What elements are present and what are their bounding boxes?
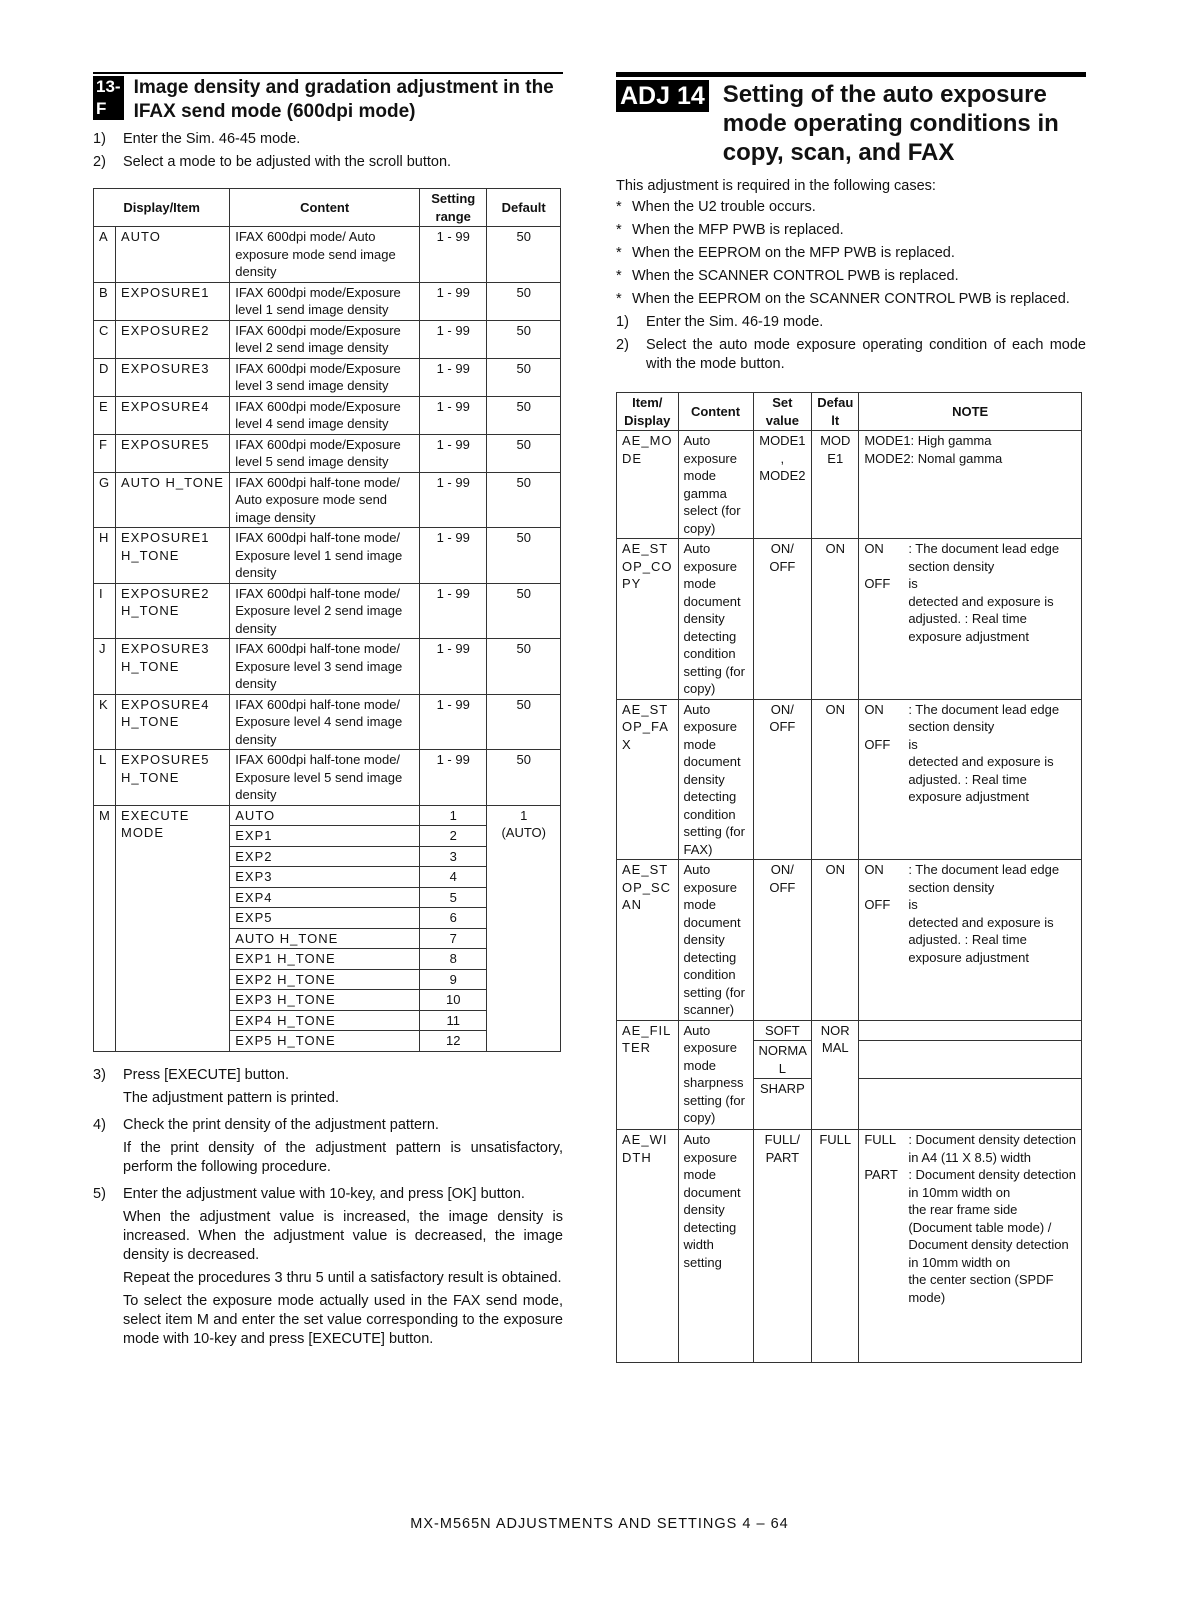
option-content: EXP5 [230, 908, 420, 929]
row-default: 50 [487, 750, 561, 806]
row-range: 1 - 99 [420, 434, 487, 472]
header-content: Content [678, 393, 753, 431]
row-default: MOD E1 [812, 431, 859, 539]
note-value: : The document lead edge section density [908, 701, 1060, 734]
section-tag: 13-F [93, 76, 124, 120]
note-value: is [908, 736, 918, 752]
row-range: 1 - 99 [420, 320, 487, 358]
case-item [616, 267, 1086, 286]
header-set-value: Set value [753, 393, 812, 431]
step-item [93, 1066, 563, 1112]
row-item: EXPOSURE5 [115, 434, 229, 472]
header-setting-range: Setting range [420, 189, 487, 227]
step-number: 1) [616, 314, 629, 330]
row-letter: J [94, 639, 116, 695]
row-letter: D [94, 358, 116, 396]
case-item [616, 244, 1086, 263]
option-value: 6 [420, 908, 487, 929]
note-value: : The document lead edge section density [908, 862, 1060, 895]
note-grid [864, 701, 1076, 806]
row-note [859, 860, 1082, 1021]
bullet: * [616, 199, 622, 215]
table-row [94, 694, 561, 750]
note-value: : Document density detection in A4 (11 X 8.5) width [908, 1132, 1076, 1165]
step-number: 2) [616, 337, 629, 353]
row-letter: G [94, 472, 116, 528]
note-key: PART [864, 1167, 898, 1182]
row-default: 50 [487, 227, 561, 283]
step-paragraph: To select the exposure mode actually used in the FAX send mode, select item M and enter the set value corresponding to the exposure mode with 10-key and press [EXECUTE] button. [123, 1292, 563, 1347]
note-value: detected and exposure is adjusted. : Real time exposure adjustment [908, 593, 1054, 644]
option-value: 12 [420, 1031, 487, 1052]
option-content: EXP2 [230, 846, 420, 867]
case-item [616, 290, 1086, 309]
step-paragraph: When the adjustment value is increased, the image density is increased. When the adjustment value is decreased, the image density is decreased. [123, 1208, 563, 1263]
option-content: AUTO [230, 805, 420, 826]
note-value: : The document lead edge section density [908, 541, 1060, 574]
table-row [617, 699, 1082, 860]
table-row [617, 1130, 1082, 1363]
step-item [616, 336, 1086, 374]
case-item [616, 198, 1086, 217]
step-number: 3) [93, 1066, 106, 1083]
table-row [94, 528, 561, 584]
step-item [93, 1116, 563, 1181]
step-paragraph: The adjustment pattern is printed. [123, 1089, 340, 1106]
table-row [94, 282, 561, 320]
table-row [94, 320, 561, 358]
row-content: IFAX 600dpi mode/Exposure level 5 send image density [230, 434, 420, 472]
case-list [616, 198, 1086, 309]
row-range: 1 - 99 [420, 282, 487, 320]
row-content: IFAX 600dpi half-tone mode/ Auto exposure mode send image density [230, 472, 420, 528]
case-text: When the SCANNER CONTROL PWB is replaced. [632, 268, 959, 284]
row-range: 1 - 99 [420, 583, 487, 639]
row-default: 1 (AUTO) [487, 805, 561, 1051]
row-default: ON [812, 699, 859, 860]
step-paragraph: If the print density of the adjustment pattern is unsatisfactory, perform the following procedure. [123, 1139, 563, 1175]
table-row [94, 639, 561, 695]
row-note [859, 699, 1082, 860]
header-default: Defau lt [812, 393, 859, 431]
option-value: 10 [420, 990, 487, 1011]
row-note [859, 539, 1082, 700]
ifax-adjustment-table [93, 188, 561, 1052]
table-row [94, 472, 561, 528]
row-range: 1 - 99 [420, 750, 487, 806]
row-item: EXPOSURE2 [115, 320, 229, 358]
note-key: OFF [864, 736, 891, 752]
option-content: EXP4 [230, 887, 420, 908]
row-item: EXPOSURE3 H_TONE [115, 639, 229, 695]
row-set-value: ON/ OFF [753, 699, 812, 860]
header-default: Default [487, 189, 561, 227]
row-content: IFAX 600dpi mode/Exposure level 4 send image density [230, 396, 420, 434]
row-item: EXPOSURE1 [115, 282, 229, 320]
step-number: 1) [93, 131, 106, 147]
row-default: 50 [487, 694, 561, 750]
step-text: Enter the Sim. 46-45 mode. [123, 131, 301, 147]
row-item: EXPOSURE2 H_TONE [115, 583, 229, 639]
row-letter: F [94, 434, 116, 472]
step-number: 5) [93, 1185, 106, 1202]
case-item [616, 221, 1086, 240]
intro-text: This adjustment is required in the following cases: [616, 178, 936, 194]
step-item [616, 313, 1086, 332]
option-value: 8 [420, 949, 487, 970]
row-letter: K [94, 694, 116, 750]
row-content: IFAX 600dpi mode/Exposure level 1 send image density [230, 282, 420, 320]
row-default: 50 [487, 472, 561, 528]
row-range: 1 - 99 [420, 694, 487, 750]
row-content: IFAX 600dpi half-tone mode/ Exposure level 4 send image density [230, 694, 420, 750]
table-header-row [94, 189, 561, 227]
note-grid [864, 1131, 1076, 1306]
row-default: 50 [487, 282, 561, 320]
row-default: 50 [487, 528, 561, 584]
note-value: : Document density detection in 10mm width on the rear frame side (Document table mode) / Document density detection in 10mm width on the center section (SPDF mode) [908, 1167, 1076, 1305]
row-set-value: ON/ OFF [753, 539, 812, 700]
row-item: EXPOSURE4 H_TONE [115, 694, 229, 750]
row-note [859, 1130, 1082, 1363]
filter-row [617, 1020, 1082, 1041]
step-item [93, 130, 563, 149]
step-paragraph: Repeat the procedures 3 thru 5 until a satisfactory result is obtained. [123, 1269, 562, 1286]
row-content: IFAX 600dpi mode/ Auto exposure mode send image density [230, 227, 420, 283]
row-letter: I [94, 583, 116, 639]
row-content: IFAX 600dpi half-tone mode/ Exposure level 2 send image density [230, 583, 420, 639]
note-key: ON [864, 701, 884, 717]
row-item: AUTO [115, 227, 229, 283]
row-content: IFAX 600dpi half-tone mode/ Exposure level 1 send image density [230, 528, 420, 584]
row-item: EXPOSURE3 [115, 358, 229, 396]
section-13f-heading [93, 72, 563, 124]
row-set-value: SHARP [753, 1079, 812, 1130]
step-paragraph: Press [EXECUTE] button. [123, 1066, 290, 1083]
row-note [859, 431, 1082, 539]
row-note [859, 1079, 1082, 1130]
page-footer: MX-M565N ADJUSTMENTS AND SETTINGS 4 – 64 [410, 1516, 789, 1532]
row-note [859, 1020, 1082, 1041]
option-content: EXP1 [230, 826, 420, 847]
option-value: 7 [420, 928, 487, 949]
note-value: detected and exposure is adjusted. : Real time exposure adjustment [908, 914, 1054, 965]
table-row [94, 358, 561, 396]
row-item: AE_ST OP_FA X [617, 699, 679, 860]
execute-option-row [94, 805, 561, 826]
row-item: EXPOSURE4 [115, 396, 229, 434]
option-value: 5 [420, 887, 487, 908]
note-key: ON [864, 862, 884, 877]
row-letter: C [94, 320, 116, 358]
row-content: Auto exposure mode document density detecting condition setting (for FAX) [678, 699, 753, 860]
step-text: Select a mode to be adjusted with the scroll button. [123, 154, 452, 170]
table-row [617, 431, 1082, 539]
row-item: EXPOSURE5 H_TONE [115, 750, 229, 806]
section-tag: ADJ 14 [616, 80, 709, 112]
row-default: ON [812, 539, 859, 700]
row-item: AE_MO DE [617, 431, 679, 539]
note-key [864, 914, 908, 967]
row-content: IFAX 600dpi mode/Exposure level 3 send image density [230, 358, 420, 396]
row-set-value: ON/ OFF [753, 860, 812, 1021]
header-note: NOTE [859, 393, 1082, 431]
note-key: FULL [864, 1132, 897, 1147]
step-paragraph: Enter the adjustment value with 10-key, and press [OK] button. [123, 1185, 525, 1202]
option-content: EXP2 H_TONE [230, 969, 420, 990]
step-text: Select the auto mode exposure operating condition of each mode with the mode button. [646, 337, 1086, 372]
note-value: detected and exposure is adjusted. : Real time exposure adjustment [908, 754, 1054, 804]
note-key: ON [864, 541, 884, 556]
option-content: EXP4 H_TONE [230, 1010, 420, 1031]
row-default: ON [812, 860, 859, 1021]
step-item [93, 1185, 563, 1353]
right-column [616, 72, 1086, 1363]
row-default: 50 [487, 396, 561, 434]
row-content: IFAX 600dpi mode/Exposure level 2 send image density [230, 320, 420, 358]
row-range: 1 - 99 [420, 528, 487, 584]
auto-exposure-table [616, 392, 1082, 1363]
step-number: 4) [93, 1116, 106, 1133]
table-row [617, 539, 1082, 700]
row-default: 50 [487, 320, 561, 358]
row-content: Auto exposure mode gamma select (for copy) [678, 431, 753, 539]
note-text: MODE1: High gamma MODE2: Nomal gamma [864, 433, 1003, 466]
step-paragraph: Check the print density of the adjustment pattern. [123, 1116, 439, 1133]
row-default: NOR MAL [812, 1020, 859, 1130]
row-range: 1 - 99 [420, 472, 487, 528]
row-set-value: FULL/ PART [753, 1130, 812, 1363]
bullet: * [616, 291, 622, 307]
table-row [617, 860, 1082, 1021]
row-item: AE_FIL TER [617, 1020, 679, 1130]
row-letter: H [94, 528, 116, 584]
row-content: Auto exposure mode sharpness setting (for copy) [678, 1020, 753, 1130]
step-body [123, 1066, 563, 1112]
bullet: * [616, 268, 622, 284]
table-row [94, 434, 561, 472]
row-set-value: MODE1 , MODE2 [753, 431, 812, 539]
row-letter: E [94, 396, 116, 434]
header-display-item: Display/Item [94, 189, 230, 227]
table-header-row [617, 393, 1082, 431]
option-content: EXP3 H_TONE [230, 990, 420, 1011]
row-range: 1 - 99 [420, 227, 487, 283]
option-value: 1 [420, 805, 487, 826]
row-default: 50 [487, 583, 561, 639]
left-column [93, 72, 563, 1357]
row-default: 50 [487, 639, 561, 695]
row-content: Auto exposure mode document density detecting condition setting (for copy) [678, 539, 753, 700]
row-letter: L [94, 750, 116, 806]
option-content: EXP1 H_TONE [230, 949, 420, 970]
row-item: AE_ST OP_SC AN [617, 860, 679, 1021]
table-row [94, 583, 561, 639]
header-content: Content [230, 189, 420, 227]
table-row [94, 396, 561, 434]
note-grid [864, 861, 1076, 966]
note-value: is [908, 897, 918, 912]
option-value: 2 [420, 826, 487, 847]
table-row [94, 227, 561, 283]
option-content: AUTO H_TONE [230, 928, 420, 949]
step-list [616, 313, 1086, 374]
option-content: EXP5 H_TONE [230, 1031, 420, 1052]
note-key: OFF [864, 897, 891, 912]
note-key [864, 753, 908, 806]
row-set-value: NORMA L [753, 1041, 812, 1079]
step-list [93, 130, 563, 172]
row-item: AUTO H_TONE [115, 472, 229, 528]
row-content: IFAX 600dpi half-tone mode/ Exposure level 3 send image density [230, 639, 420, 695]
row-set-value: SOFT [753, 1020, 812, 1041]
option-value: 11 [420, 1010, 487, 1031]
note-value: is [908, 576, 918, 591]
step-text: Enter the Sim. 46-19 mode. [646, 314, 824, 330]
row-item: AE_WI DTH [617, 1130, 679, 1363]
adj14-heading [616, 72, 1086, 167]
row-content: Auto exposure mode document density detecting width setting [678, 1130, 753, 1363]
row-letter: B [94, 282, 116, 320]
bullet: * [616, 245, 622, 261]
row-letter: A [94, 227, 116, 283]
bullet: * [616, 222, 622, 238]
step-number: 2) [93, 154, 106, 170]
header-item: Item/ Display [617, 393, 679, 431]
row-content: IFAX 600dpi half-tone mode/ Exposure level 5 send image density [230, 750, 420, 806]
option-value: 3 [420, 846, 487, 867]
option-value: 4 [420, 867, 487, 888]
step-body [123, 1116, 563, 1181]
case-text: When the EEPROM on the SCANNER CONTROL PWB is replaced. [632, 291, 1070, 307]
row-item: EXPOSURE1 H_TONE [115, 528, 229, 584]
step-item [93, 153, 563, 172]
table-row [94, 750, 561, 806]
row-item: AE_ST OP_CO PY [617, 539, 679, 700]
section-title: Setting of the auto exposure mode operating conditions in copy, scan, and FAX [722, 81, 1059, 166]
row-default: FULL [812, 1130, 859, 1363]
case-text: When the EEPROM on the MFP PWB is replaced. [632, 245, 955, 261]
case-text: When the U2 trouble occurs. [632, 199, 816, 215]
option-value: 9 [420, 969, 487, 990]
case-text: When the MFP PWB is replaced. [632, 222, 844, 238]
row-item: EXECUTE MODE [115, 805, 229, 1051]
note-key [864, 593, 908, 646]
step-list [93, 1066, 563, 1353]
row-range: 1 - 99 [420, 639, 487, 695]
note-grid [864, 540, 1076, 645]
row-range: 1 - 99 [420, 358, 487, 396]
option-content: EXP3 [230, 867, 420, 888]
step-body [123, 1185, 563, 1353]
row-default: 50 [487, 358, 561, 396]
row-letter: M [94, 805, 116, 1051]
row-range: 1 - 99 [420, 396, 487, 434]
row-note [859, 1041, 1082, 1079]
note-key: OFF [864, 576, 891, 591]
row-content: Auto exposure mode document density detecting condition setting (for scanner) [678, 860, 753, 1021]
section-title: Image density and gradation adjustment in the IFAX send mode (600dpi mode) [133, 77, 554, 122]
row-default: 50 [487, 434, 561, 472]
